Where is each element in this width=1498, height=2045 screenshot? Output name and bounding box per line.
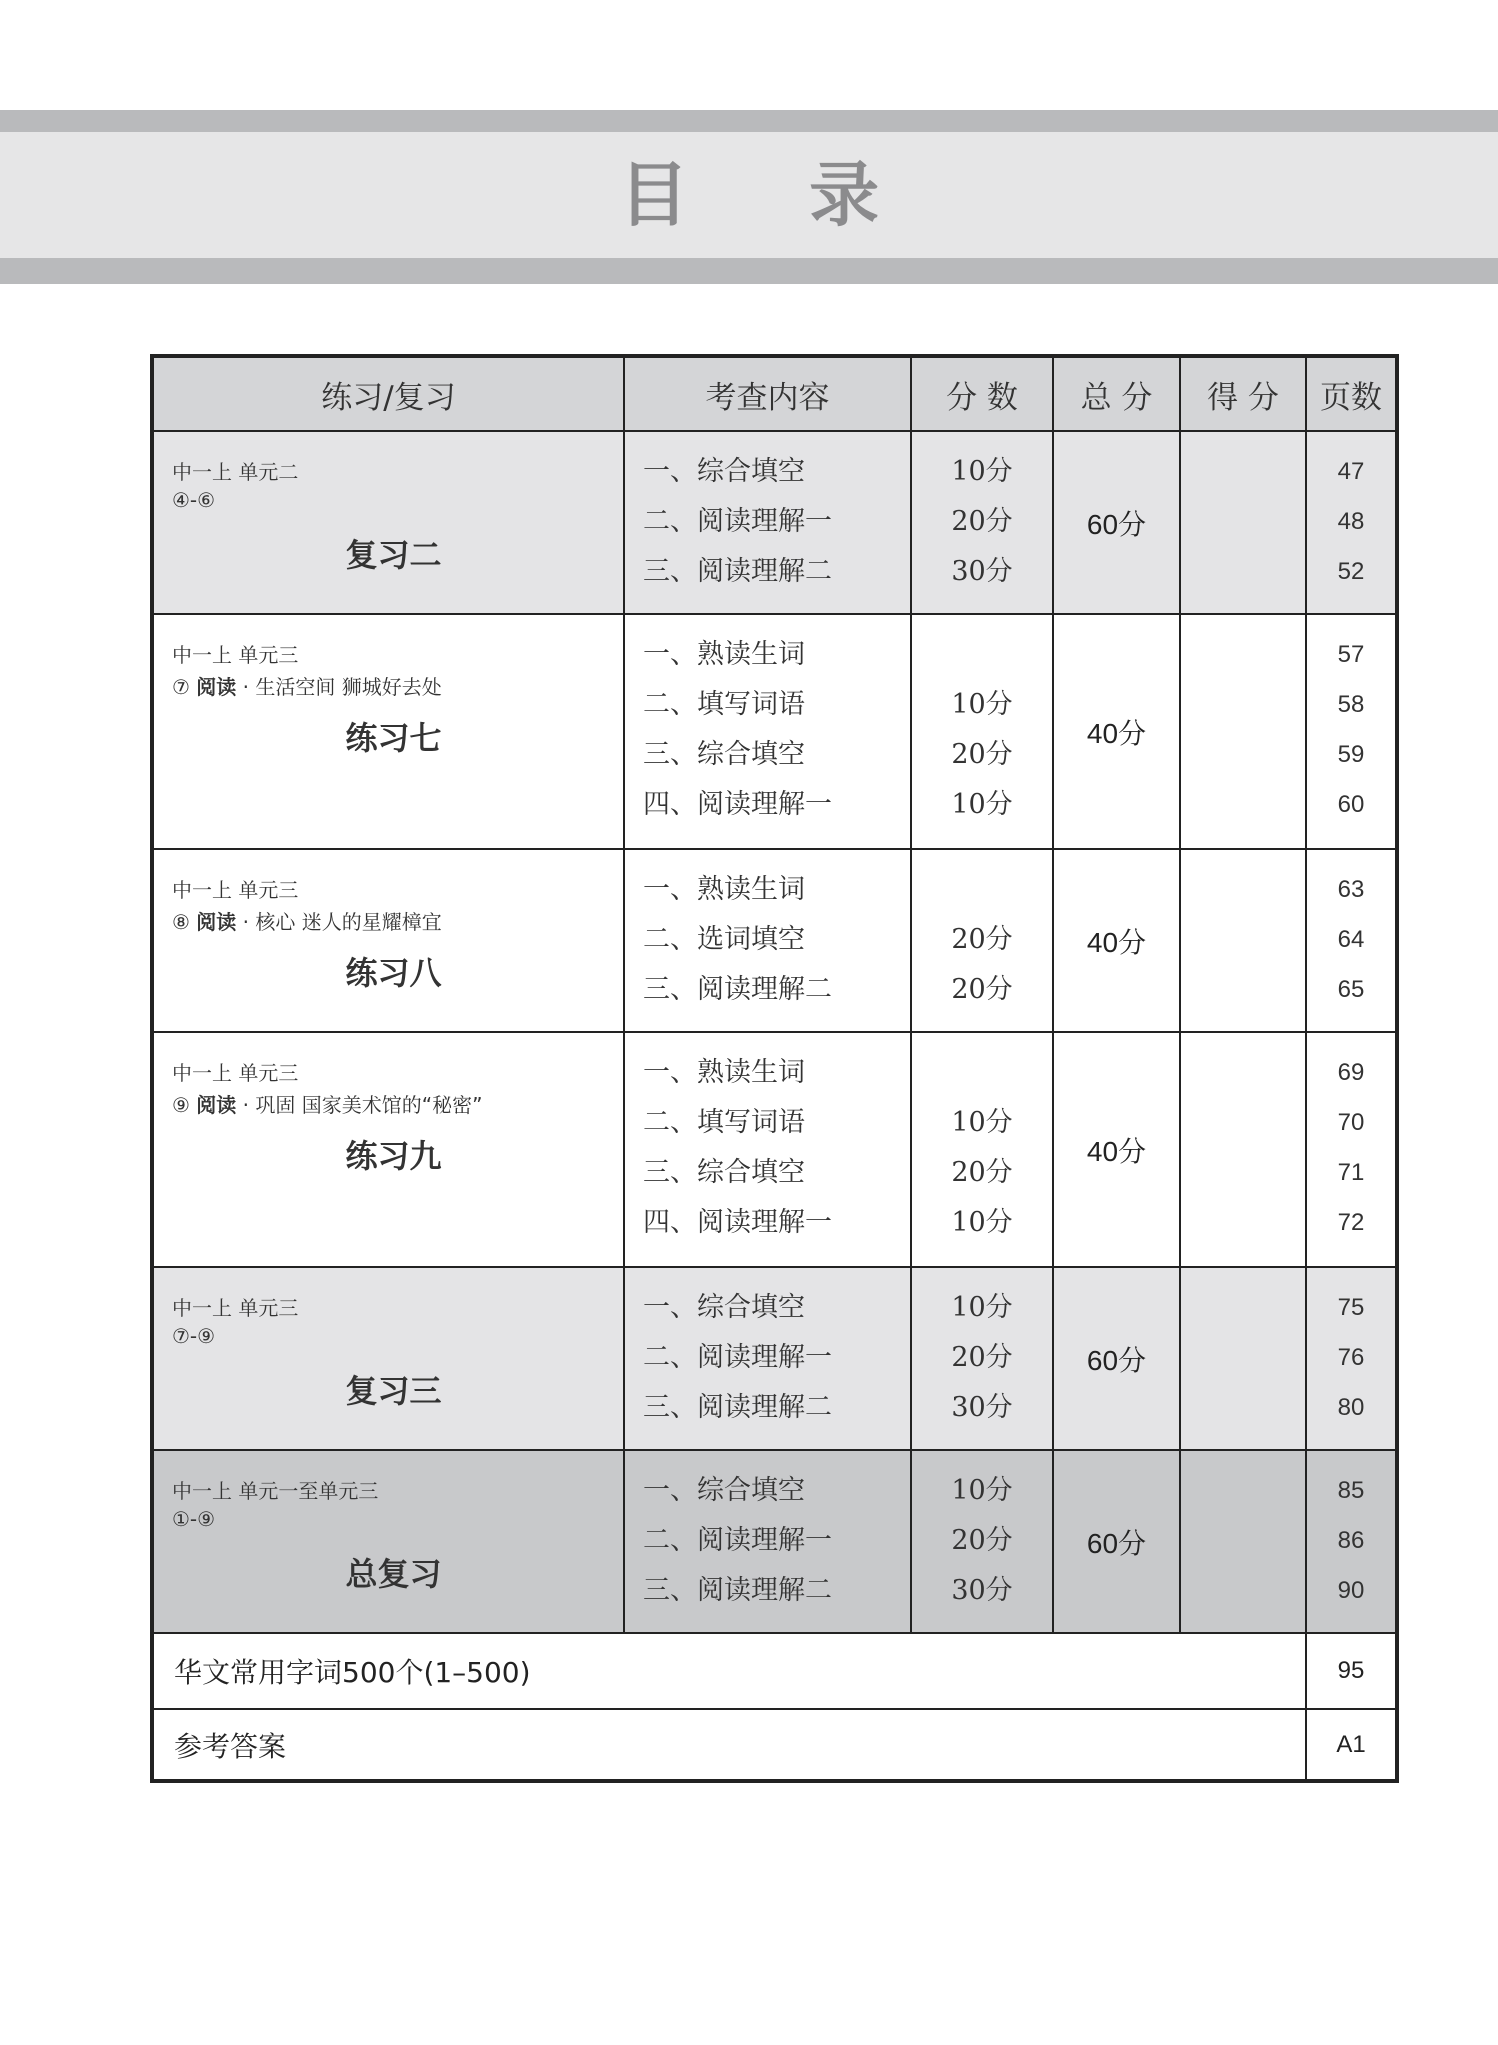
score-cell: [912, 615, 1054, 848]
score-cell: [912, 1268, 1054, 1449]
earned-score-cell: [1181, 850, 1307, 1031]
earned-score-cell: [1181, 432, 1307, 613]
header-page: 页数: [1320, 379, 1382, 416]
unit-label: 中一上 单元三: [172, 643, 299, 667]
score-value: [912, 1048, 1052, 1098]
page-number: 64: [1337, 926, 1365, 953]
score-value: [912, 865, 1052, 915]
section-row: [154, 432, 1395, 615]
exercise-cell: [154, 432, 625, 613]
lesson-topic: · 生活空间 狮城好去处: [236, 675, 442, 699]
appendix-label-cell: [154, 1634, 1307, 1708]
score-value: 20分: [951, 1525, 1013, 1556]
earned-score-cell: [1181, 1451, 1307, 1632]
total-score: 40分: [1086, 926, 1147, 958]
score-value: 30分: [951, 1575, 1013, 1606]
appendix-label: 参考答案: [174, 1729, 287, 1763]
exercise-title: 总复习: [345, 1555, 442, 1593]
score-value: 10分: [951, 456, 1013, 487]
section-row: [154, 1268, 1395, 1451]
page-number: 58: [1337, 691, 1365, 718]
header-row: [154, 358, 1395, 432]
page-number: 75: [1337, 1294, 1365, 1321]
page-cell: [1307, 432, 1395, 613]
page-number: 95: [1337, 1657, 1365, 1684]
content-cell: [625, 850, 912, 1031]
score-value: 20分: [951, 924, 1013, 955]
page-number: 47: [1337, 458, 1365, 485]
page-number: 57: [1337, 641, 1365, 668]
lesson-label: [172, 671, 442, 700]
exercise-cell: [154, 1451, 625, 1632]
exercise-title: 复习三: [345, 1372, 442, 1410]
earned-score-cell: [1181, 615, 1307, 848]
title-band-bottom: [0, 258, 1498, 284]
header-score: 分 数: [912, 358, 1054, 430]
total-cell: [1054, 615, 1181, 848]
header-exercise: 练习/复习: [154, 358, 625, 430]
section-row: [154, 1033, 1395, 1268]
page-number: 90: [1337, 1577, 1365, 1604]
content-item: 二、填写词语: [643, 1107, 805, 1138]
score-value: 20分: [951, 506, 1013, 537]
lesson-range: ④-⑥: [172, 488, 216, 512]
content-cell: [625, 1451, 912, 1632]
appendix-label-cell: [154, 1710, 1307, 1779]
title-band-top: [0, 110, 1498, 132]
content-item: 四、阅读理解一: [643, 789, 832, 820]
lesson-label: [172, 1507, 215, 1531]
content-item: 一、熟读生词: [643, 639, 805, 670]
total-score: 40分: [1086, 1135, 1147, 1167]
lesson-range: ①-⑨: [172, 1507, 216, 1531]
content-item: 一、综合填空: [643, 1292, 805, 1323]
unit-label: 中一上 单元三: [172, 878, 299, 902]
total-cell: [1054, 1268, 1181, 1449]
total-cell: [1054, 1451, 1181, 1632]
content-item: 三、阅读理解二: [643, 556, 832, 587]
total-cell: [1054, 432, 1181, 613]
score-cell: [912, 1033, 1054, 1266]
page-number: 70: [1337, 1109, 1365, 1136]
lesson-range: ⑦: [172, 675, 197, 699]
earned-score-cell: [1181, 1268, 1307, 1449]
page-number: 85: [1337, 1477, 1365, 1504]
exercise-cell: [154, 615, 625, 848]
lesson-range: ⑨: [172, 1093, 197, 1117]
content-cell: [625, 1033, 912, 1266]
score-value: 20分: [951, 739, 1013, 770]
section-row: [154, 850, 1395, 1033]
content-item: 一、熟读生词: [643, 1057, 805, 1088]
total-cell: [1054, 850, 1181, 1031]
appendix-label: 华文常用字词500个(1–500): [174, 1656, 531, 1689]
lesson-topic: · 核心 迷人的星耀樟宜: [236, 910, 442, 934]
exercise-cell: [154, 850, 625, 1031]
lesson-type: 阅读: [196, 1093, 237, 1117]
lesson-type: 阅读: [196, 910, 237, 934]
score-value: 10分: [951, 789, 1013, 820]
score-cell: [912, 1451, 1054, 1632]
exercise-title: 练习七: [345, 719, 442, 757]
total-score: 60分: [1086, 508, 1147, 540]
header-total: 总 分: [1054, 358, 1181, 430]
score-value: 10分: [951, 689, 1013, 720]
score-value: 30分: [951, 556, 1013, 587]
content-item: 一、熟读生词: [643, 874, 805, 905]
content-item: 一、综合填空: [643, 1475, 805, 1506]
page-number: 69: [1337, 1059, 1365, 1086]
unit-label: 中一上 单元三: [172, 1061, 299, 1085]
lesson-label: [172, 906, 442, 935]
header-got: 得 分: [1181, 358, 1307, 430]
score-value: 20分: [951, 1342, 1013, 1373]
appendix-page-cell: [1307, 1634, 1395, 1708]
content-cell: [625, 615, 912, 848]
content-item: 二、填写词语: [643, 689, 805, 720]
page-number: 63: [1337, 876, 1365, 903]
page-cell: [1307, 615, 1395, 848]
appendix-row: [154, 1710, 1395, 1779]
exercise-title: 练习九: [345, 1137, 442, 1175]
exercise-cell: [154, 1033, 625, 1266]
page-cell: [1307, 1033, 1395, 1266]
content-cell: [625, 1268, 912, 1449]
unit-label: 中一上 单元一至单元三: [172, 1479, 379, 1503]
content-item: 三、阅读理解二: [643, 1392, 832, 1423]
page-number: 59: [1337, 741, 1365, 768]
content-item: 三、综合填空: [643, 1157, 805, 1188]
content-cell: [625, 432, 912, 613]
exercise-cell: [154, 1268, 625, 1449]
page-number: 76: [1337, 1344, 1365, 1371]
header-content: 考查内容: [625, 358, 912, 430]
page-cell: [1307, 1268, 1395, 1449]
lesson-label: [172, 1324, 215, 1348]
content-item: 二、选词填空: [643, 924, 805, 955]
lesson-label: [172, 488, 215, 512]
total-score: 40分: [1086, 717, 1147, 749]
total-score: 60分: [1086, 1344, 1147, 1376]
appendix-row: [154, 1634, 1395, 1710]
page-number: 48: [1337, 508, 1365, 535]
content-item: 一、综合填空: [643, 456, 805, 487]
lesson-topic: · 巩固 国家美术馆的“秘密”: [236, 1093, 483, 1117]
content-item: 二、阅读理解一: [643, 1342, 832, 1373]
page-number: 71: [1337, 1159, 1365, 1186]
score-cell: [912, 432, 1054, 613]
unit-label: 中一上 单元三: [172, 1296, 299, 1320]
score-value: 30分: [951, 1392, 1013, 1423]
content-item: 二、阅读理解一: [643, 1525, 832, 1556]
page-cell: [1307, 1451, 1395, 1632]
unit-label: 中一上 单元二: [172, 460, 299, 484]
toc-table: [150, 354, 1399, 1783]
page-number: 72: [1337, 1209, 1365, 1236]
score-value: 10分: [951, 1207, 1013, 1238]
page-number: 86: [1337, 1527, 1365, 1554]
section-row: [154, 615, 1395, 850]
score-value: 20分: [951, 1157, 1013, 1188]
content-item: 三、综合填空: [643, 739, 805, 770]
total-cell: [1054, 1033, 1181, 1266]
page-number: 52: [1337, 558, 1365, 585]
score-value: 10分: [951, 1475, 1013, 1506]
appendix-page-cell: [1307, 1710, 1395, 1779]
lesson-label: [172, 1089, 482, 1118]
score-value: 20分: [951, 974, 1013, 1005]
exercise-title: 练习八: [345, 954, 442, 992]
content-item: 三、阅读理解二: [643, 1575, 832, 1606]
content-item: 三、阅读理解二: [643, 974, 832, 1005]
exercise-title: 复习二: [345, 536, 442, 574]
page-number: 65: [1337, 976, 1365, 1003]
score-value: [912, 630, 1052, 680]
lesson-range: ⑦-⑨: [172, 1324, 216, 1348]
content-item: 二、阅读理解一: [643, 506, 832, 537]
score-value: 10分: [951, 1107, 1013, 1138]
page-cell: [1307, 850, 1395, 1031]
total-score: 60分: [1086, 1527, 1147, 1559]
page-number: 80: [1337, 1394, 1365, 1421]
score-value: 10分: [951, 1292, 1013, 1323]
section-row: [154, 1451, 1395, 1634]
page-number: A1: [1336, 1730, 1366, 1758]
lesson-range: ⑧: [172, 910, 197, 934]
page-number: 60: [1337, 791, 1365, 818]
earned-score-cell: [1181, 1033, 1307, 1266]
content-item: 四、阅读理解一: [643, 1207, 832, 1238]
score-cell: [912, 850, 1054, 1031]
page-title: 目 录: [618, 154, 928, 236]
lesson-type: 阅读: [196, 675, 237, 699]
